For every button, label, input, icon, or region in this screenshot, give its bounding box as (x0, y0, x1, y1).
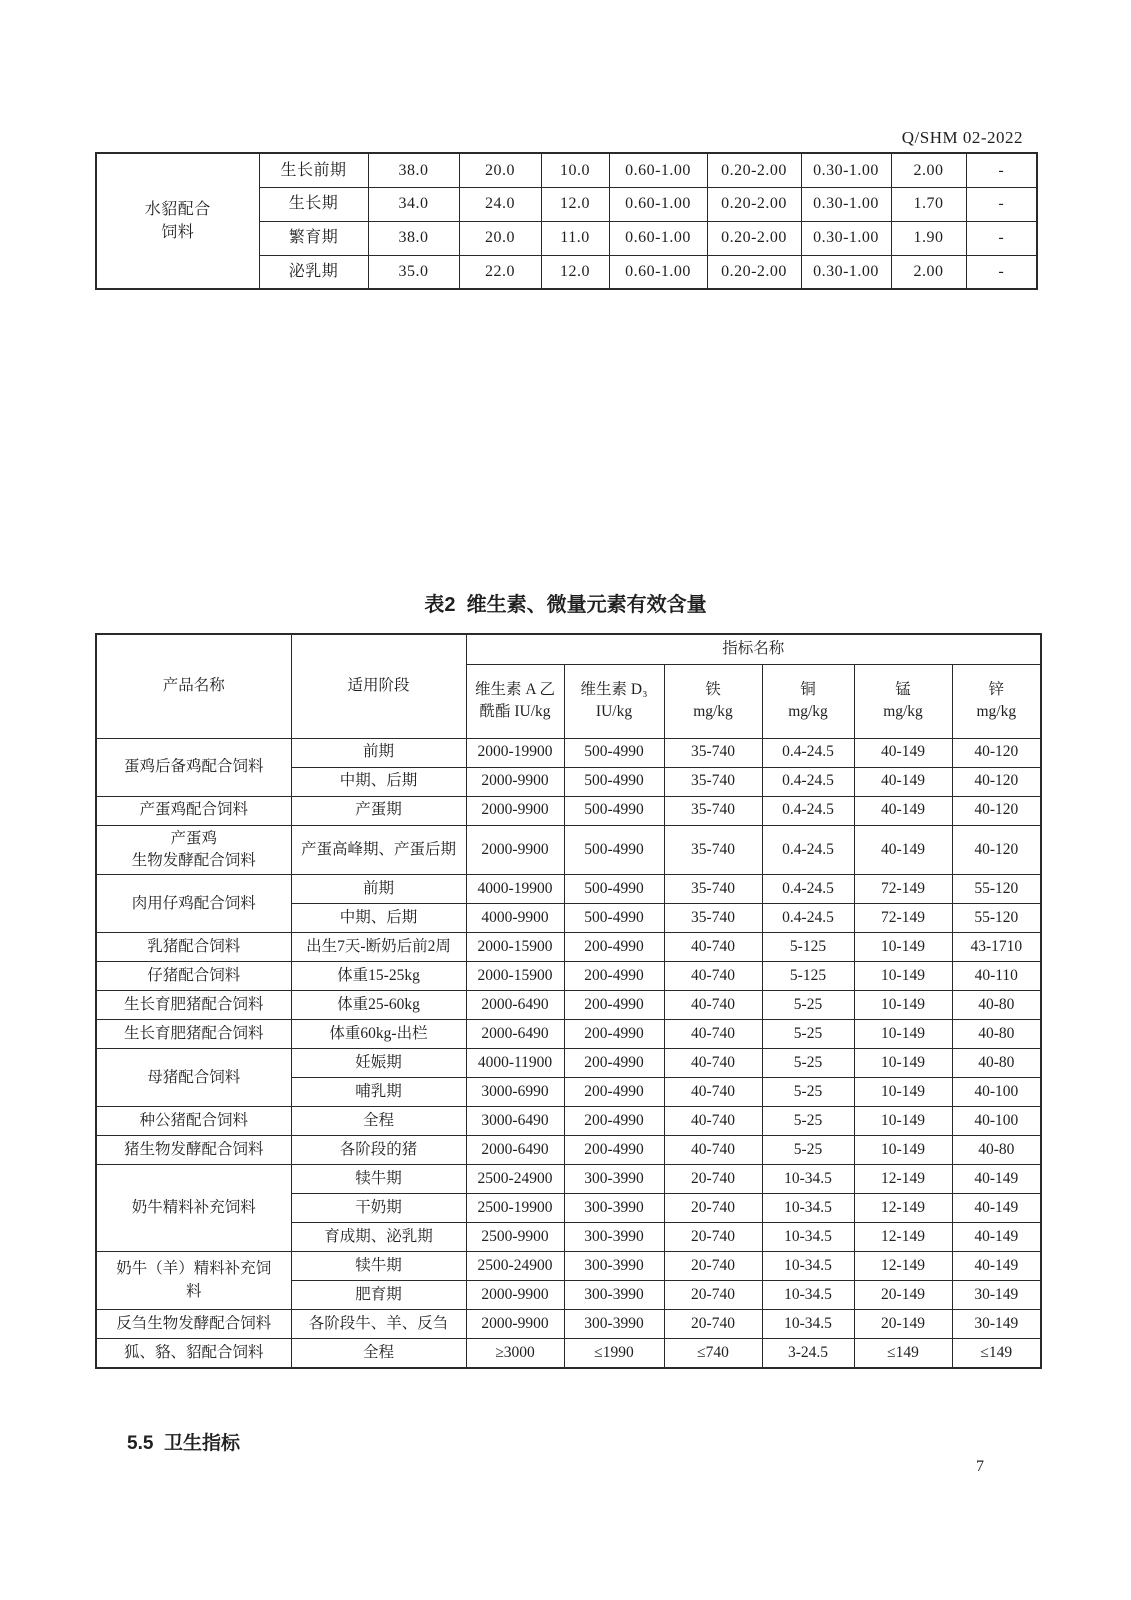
table2-value-cell: 2500-19900 (466, 1194, 564, 1223)
table1-value-cell: - (966, 255, 1037, 289)
table2-product-cell: 生长育肥猪配合饲料 (96, 991, 291, 1020)
table2-stage-header: 适用阶段 (291, 634, 466, 738)
table2-product-cell: 肉用仔鸡配合饲料 (96, 875, 291, 933)
table2-value-cell: 40-80 (952, 1020, 1041, 1049)
table2-value-cell: ≤740 (664, 1339, 762, 1368)
table2-value-cell: 500-4990 (564, 904, 664, 933)
table2-value-cell: 500-4990 (564, 738, 664, 767)
table2-value-cell: 10-149 (854, 1020, 952, 1049)
table2-value-cell: 5-25 (762, 1136, 854, 1165)
table2-value-cell: 4000-9900 (466, 904, 564, 933)
table2-row (96, 1020, 1041, 1049)
table1-value-cell: 12.0 (541, 187, 609, 221)
table2-row (96, 1252, 1041, 1281)
table2-header-row-group (96, 634, 1041, 664)
table1-value-cell: 0.30-1.00 (801, 153, 891, 187)
table2-stage-cell: 中期、后期 (291, 767, 466, 796)
table1-value-cell: 0.60-1.00 (609, 221, 707, 255)
table2-value-cell: 2000-9900 (466, 1281, 564, 1310)
table1-value-cell: 0.60-1.00 (609, 153, 707, 187)
table2-value-cell: 2000-9900 (466, 796, 564, 825)
table2-value-cell: ≤1990 (564, 1339, 664, 1368)
table2-stage-cell: 全程 (291, 1339, 466, 1368)
table2-stage-cell: 哺乳期 (291, 1078, 466, 1107)
table2-value-cell: 2500-24900 (466, 1252, 564, 1281)
table2-value-cell: 40-149 (952, 1194, 1041, 1223)
table2-stage-cell: 全程 (291, 1107, 466, 1136)
table2-value-cell: 40-149 (854, 738, 952, 767)
table2-value-cell: 12-149 (854, 1252, 952, 1281)
table2-value-cell: 200-4990 (564, 962, 664, 991)
table2-value-cell: 40-149 (952, 1165, 1041, 1194)
table2-value-cell: 200-4990 (564, 1020, 664, 1049)
table2-value-cell: 300-3990 (564, 1252, 664, 1281)
table2-product-header: 产品名称 (96, 634, 291, 738)
table2-value-cell: 35-740 (664, 875, 762, 904)
table2-value-cell: 30-149 (952, 1281, 1041, 1310)
table2-product-cell: 奶牛（羊）精料补充饲 料 (96, 1252, 291, 1310)
table2-value-cell: 40-740 (664, 1107, 762, 1136)
table2-value-cell: 0.4-24.5 (762, 767, 854, 796)
table2-row (96, 1165, 1041, 1194)
table1-stage-cell: 生长前期 (259, 153, 368, 187)
table2-stage-cell: 犊牛期 (291, 1252, 466, 1281)
table2-value-cell: 10-149 (854, 991, 952, 1020)
table2-row (96, 991, 1041, 1020)
table2-value-cell: 40-80 (952, 1049, 1041, 1078)
table2-value-cell: 2000-15900 (466, 962, 564, 991)
table2-value-cell: 200-4990 (564, 991, 664, 1020)
table1-value-cell: - (966, 221, 1037, 255)
table2-stage-cell: 前期 (291, 875, 466, 904)
table2-stage-cell: 产蛋期 (291, 796, 466, 825)
table1-value-cell: 10.0 (541, 153, 609, 187)
table1-value-cell: 0.20-2.00 (707, 255, 801, 289)
table2-value-cell: 2000-6490 (466, 991, 564, 1020)
table2-value-cell: 40-740 (664, 933, 762, 962)
table2-value-cell: 40-740 (664, 1049, 762, 1078)
table2-value-cell: 40-120 (952, 767, 1041, 796)
table1-value-cell: 11.0 (541, 221, 609, 255)
table1-value-cell: 2.00 (891, 255, 966, 289)
table2-stage-cell: 干奶期 (291, 1194, 466, 1223)
table1-value-cell: 20.0 (459, 153, 541, 187)
table2-value-cell: 0.4-24.5 (762, 738, 854, 767)
table2-title: 表2 维生素、微量元素有效含量 (424, 594, 707, 616)
table2-value-cell: 200-4990 (564, 1107, 664, 1136)
table2-column-header: 铁 mg/kg (664, 664, 762, 738)
table2-product-cell: 狐、貉、貂配合饲料 (96, 1339, 291, 1368)
table2-value-cell: 40-120 (952, 796, 1041, 825)
table2-value-cell: 4000-11900 (466, 1049, 564, 1078)
table2-value-cell: 5-25 (762, 1078, 854, 1107)
table2-value-cell: 200-4990 (564, 1136, 664, 1165)
table2-value-cell: 300-3990 (564, 1194, 664, 1223)
table2-value-cell: 10-34.5 (762, 1223, 854, 1252)
table2-value-cell: 5-25 (762, 1107, 854, 1136)
table2-column-header: 锰 mg/kg (854, 664, 952, 738)
table2-value-cell: 2500-9900 (466, 1223, 564, 1252)
table2-value-cell: 10-149 (854, 1078, 952, 1107)
table2-value-cell: 20-149 (854, 1281, 952, 1310)
table2-value-cell: 300-3990 (564, 1281, 664, 1310)
table2-value-cell: 10-149 (854, 1049, 952, 1078)
table2-product-cell: 蛋鸡后备鸡配合饲料 (96, 738, 291, 796)
table1-value-cell: 20.0 (459, 221, 541, 255)
table2-value-cell: 40-80 (952, 1136, 1041, 1165)
table2-stage-cell: 妊娠期 (291, 1049, 466, 1078)
table2-value-cell: 500-4990 (564, 767, 664, 796)
table2-product-cell: 仔猪配合饲料 (96, 962, 291, 991)
table2-product-cell: 奶牛精料补充饲料 (96, 1165, 291, 1252)
table1-value-cell: 2.00 (891, 153, 966, 187)
table2-value-cell: 40-110 (952, 962, 1041, 991)
table2-value-cell: 200-4990 (564, 933, 664, 962)
table1-stage-cell: 繁育期 (259, 221, 368, 255)
table2-value-cell: 4000-19900 (466, 875, 564, 904)
table2-value-cell: 5-125 (762, 933, 854, 962)
table2-value-cell: 200-4990 (564, 1078, 664, 1107)
table2-stage-cell: 中期、后期 (291, 904, 466, 933)
table2-value-cell: 40-120 (952, 825, 1041, 875)
table2-value-cell: 20-740 (664, 1310, 762, 1339)
table2-value-cell: 40-149 (854, 796, 952, 825)
table2-row (96, 1049, 1041, 1078)
table2-value-cell: 40-80 (952, 991, 1041, 1020)
table1-value-cell: 38.0 (368, 221, 459, 255)
vitamin-trace-element-table (95, 633, 1042, 1369)
table2-product-cell: 产蛋鸡 生物发酵配合饲料 (96, 825, 291, 875)
table1-value-cell: 22.0 (459, 255, 541, 289)
table1-value-cell: 35.0 (368, 255, 459, 289)
table2-value-cell: 35-740 (664, 825, 762, 875)
table2-column-header: 维生素 A 乙 酰酯 IU/kg (466, 664, 564, 738)
table2-value-cell: ≤149 (952, 1339, 1041, 1368)
table2-row (96, 933, 1041, 962)
table2-value-cell: 10-34.5 (762, 1252, 854, 1281)
table2-row (96, 962, 1041, 991)
table2-value-cell: 20-740 (664, 1194, 762, 1223)
table1-value-cell: - (966, 153, 1037, 187)
table2-value-cell: 43-1710 (952, 933, 1041, 962)
table2-product-cell: 反刍生物发酵配合饲料 (96, 1310, 291, 1339)
mink-feed-table (95, 152, 1038, 290)
table2-value-cell: 300-3990 (564, 1310, 664, 1339)
table2-stage-cell: 产蛋高峰期、产蛋后期 (291, 825, 466, 875)
table2-value-cell: 35-740 (664, 767, 762, 796)
table2-value-cell: 10-149 (854, 1107, 952, 1136)
table2-indicator-group-header: 指标名称 (466, 634, 1041, 664)
table2-value-cell: 35-740 (664, 796, 762, 825)
table1-value-cell: 38.0 (368, 153, 459, 187)
table2-value-cell: 10-34.5 (762, 1194, 854, 1223)
table2-value-cell: 2000-19900 (466, 738, 564, 767)
table2-value-cell: 35-740 (664, 738, 762, 767)
table2-value-cell: 72-149 (854, 904, 952, 933)
table1-row (96, 153, 1037, 187)
table2-value-cell: 5-25 (762, 1020, 854, 1049)
table2-value-cell: 500-4990 (564, 825, 664, 875)
table2-value-cell: 20-740 (664, 1281, 762, 1310)
table2-value-cell: 20-740 (664, 1252, 762, 1281)
table2-product-cell: 猪生物发酵配合饲料 (96, 1136, 291, 1165)
table1-value-cell: 0.30-1.00 (801, 187, 891, 221)
table2-value-cell: 2000-6490 (466, 1136, 564, 1165)
table2-value-cell: 40-740 (664, 1136, 762, 1165)
table1-value-cell: 0.20-2.00 (707, 221, 801, 255)
table2-value-cell: 55-120 (952, 875, 1041, 904)
table2-value-cell: 40-740 (664, 1078, 762, 1107)
table2-value-cell: 10-34.5 (762, 1281, 854, 1310)
table2-value-cell: 20-149 (854, 1310, 952, 1339)
table2-value-cell: 3000-6490 (466, 1107, 564, 1136)
table2-value-cell: 40-740 (664, 1020, 762, 1049)
table2-row (96, 1310, 1041, 1339)
table2-stage-cell: 体重15-25kg (291, 962, 466, 991)
table2-stage-cell: 育成期、泌乳期 (291, 1223, 466, 1252)
table2-value-cell: 2000-9900 (466, 825, 564, 875)
doc-code: Q/SHM 02-2022 (901, 128, 1023, 147)
table1-stage-cell: 泌乳期 (259, 255, 368, 289)
table2-stage-cell: 前期 (291, 738, 466, 767)
table2-value-cell: 40-100 (952, 1078, 1041, 1107)
table2-stage-cell: 出生7天-断奶后前2周 (291, 933, 466, 962)
table1-value-cell: 0.60-1.00 (609, 255, 707, 289)
table2-value-cell: 5-25 (762, 991, 854, 1020)
table2-value-cell: 2000-6490 (466, 1020, 564, 1049)
table1-value-cell: 0.20-2.00 (707, 153, 801, 187)
table2-value-cell: 40-149 (952, 1223, 1041, 1252)
table2-stage-cell: 体重25-60kg (291, 991, 466, 1020)
table2-value-cell: 40-100 (952, 1107, 1041, 1136)
page-number: 7 (976, 1458, 984, 1475)
table2-value-cell: 5-25 (762, 1049, 854, 1078)
table2-value-cell: 40-740 (664, 962, 762, 991)
table1-value-cell: 1.90 (891, 221, 966, 255)
table2-value-cell: 72-149 (854, 875, 952, 904)
table1-value-cell: 12.0 (541, 255, 609, 289)
table2-column-header: 维生素 D₃ IU/kg (564, 664, 664, 738)
table2-value-cell: 300-3990 (564, 1165, 664, 1194)
table1-value-cell: 0.60-1.00 (609, 187, 707, 221)
table2-value-cell: 0.4-24.5 (762, 796, 854, 825)
table2-product-cell: 产蛋鸡配合饲料 (96, 796, 291, 825)
table2-value-cell: 35-740 (664, 904, 762, 933)
table2-value-cell: 3-24.5 (762, 1339, 854, 1368)
table2-column-header: 锌 mg/kg (952, 664, 1041, 738)
table1-value-cell: 0.20-2.00 (707, 187, 801, 221)
table2-value-cell: 30-149 (952, 1310, 1041, 1339)
table2-value-cell: 40-120 (952, 738, 1041, 767)
table2-product-cell: 乳猪配合饲料 (96, 933, 291, 962)
table2-value-cell: 12-149 (854, 1223, 952, 1252)
table2-value-cell: 5-125 (762, 962, 854, 991)
table2-row (96, 796, 1041, 825)
table2-value-cell: 2000-9900 (466, 767, 564, 796)
table2-value-cell: 2500-24900 (466, 1165, 564, 1194)
table1-value-cell: 24.0 (459, 187, 541, 221)
table2-row (96, 1136, 1041, 1165)
table2-value-cell: 40-740 (664, 991, 762, 1020)
table2-value-cell: 0.4-24.5 (762, 904, 854, 933)
table2-value-cell: 55-120 (952, 904, 1041, 933)
table2-value-cell: 20-740 (664, 1165, 762, 1194)
table2-stage-cell: 体重60kg-出栏 (291, 1020, 466, 1049)
table1-value-cell: 0.30-1.00 (801, 255, 891, 289)
table2-value-cell: 10-149 (854, 1136, 952, 1165)
table2-stage-cell: 各阶段的猪 (291, 1136, 466, 1165)
table2-value-cell: 10-34.5 (762, 1310, 854, 1339)
table2-value-cell: 2000-9900 (466, 1310, 564, 1339)
table1-stage-cell: 生长期 (259, 187, 368, 221)
table2-row (96, 738, 1041, 767)
table2-stage-cell: 肥育期 (291, 1281, 466, 1310)
table2-value-cell: 500-4990 (564, 796, 664, 825)
table2-product-cell: 种公猪配合饲料 (96, 1107, 291, 1136)
table2-value-cell: ≤149 (854, 1339, 952, 1368)
table2-value-cell: 0.4-24.5 (762, 825, 854, 875)
table2-value-cell: 40-149 (854, 767, 952, 796)
table2-product-cell: 生长育肥猪配合饲料 (96, 1020, 291, 1049)
table2-value-cell: 12-149 (854, 1165, 952, 1194)
table2-value-cell: 10-149 (854, 933, 952, 962)
table1-product-cell: 水貂配合 饲料 (96, 153, 259, 289)
table2-value-cell: 12-149 (854, 1194, 952, 1223)
table2-value-cell: 3000-6990 (466, 1078, 564, 1107)
table2-value-cell: 200-4990 (564, 1049, 664, 1078)
table2-value-cell: 500-4990 (564, 875, 664, 904)
table2-value-cell: 2000-15900 (466, 933, 564, 962)
table2-product-cell: 母猪配合饲料 (96, 1049, 291, 1107)
table2-stage-cell: 犊牛期 (291, 1165, 466, 1194)
table2-row (96, 1107, 1041, 1136)
section-heading: 5.5 卫生指标 (127, 1433, 240, 1454)
table1-value-cell: 1.70 (891, 187, 966, 221)
table2-value-cell: 40-149 (952, 1252, 1041, 1281)
table2-column-header: 铜 mg/kg (762, 664, 854, 738)
table1-value-cell: 0.30-1.00 (801, 221, 891, 255)
table2-row (96, 875, 1041, 904)
table2-stage-cell: 各阶段牛、羊、反刍 (291, 1310, 466, 1339)
table2-value-cell: 10-149 (854, 962, 952, 991)
table2-value-cell: 10-34.5 (762, 1165, 854, 1194)
table2-value-cell: 20-740 (664, 1223, 762, 1252)
table1-value-cell: 34.0 (368, 187, 459, 221)
table2-row (96, 1339, 1041, 1368)
table2-value-cell: ≥3000 (466, 1339, 564, 1368)
table2-row (96, 825, 1041, 875)
table2-value-cell: 0.4-24.5 (762, 875, 854, 904)
table2-value-cell: 40-149 (854, 825, 952, 875)
table2-value-cell: 300-3990 (564, 1223, 664, 1252)
table1-value-cell: - (966, 187, 1037, 221)
